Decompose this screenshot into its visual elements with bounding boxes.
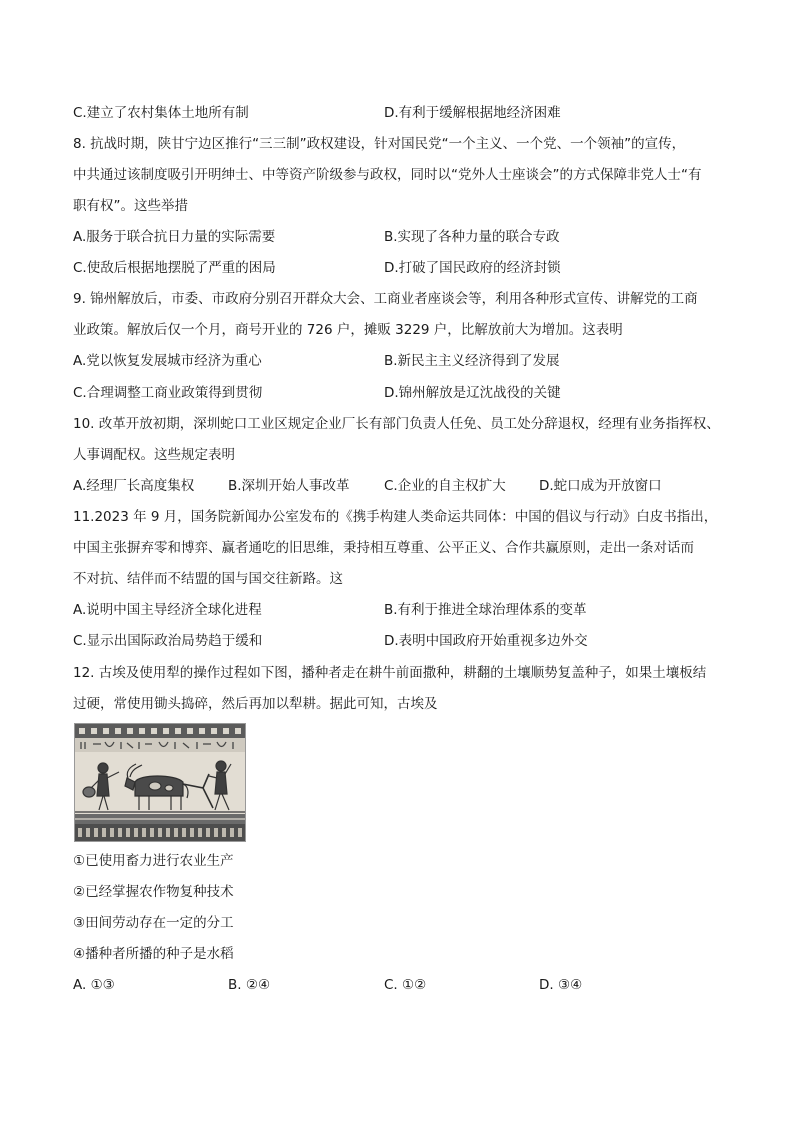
- q12-item-1: ①已使用畜力进行农业生产: [73, 853, 234, 869]
- q11-option-a: A.说明中国主导经济全球化进程: [73, 602, 262, 618]
- q12-option-a: A. ①③: [73, 977, 115, 993]
- q12-item-2: ②已经掌握农作物复种技术: [73, 884, 234, 900]
- q9-option-d: D.锦州解放是辽沈战役的关键: [384, 385, 561, 401]
- q9-option-c: C.合理调整工商业政策得到贯彻: [73, 385, 263, 401]
- q9-option-a: A.党以恢复发展城市经济为重心: [73, 353, 262, 369]
- q12-item-3: ③田间劳动存在一定的分工: [73, 915, 234, 931]
- q12-stem-line-2: 过硬，常使用锄头捣碎，然后再加以犁耕。据此可知，古埃及: [73, 696, 438, 712]
- q11-stem-line-2: 中国主张摒弃零和博弈、赢者通吃的旧思维，秉持相互尊重、公平正义、合作共赢原则，走出一条对话而: [73, 540, 694, 556]
- q9-option-b: B.新民主主义经济得到了发展: [384, 353, 560, 369]
- q10-option-c: C.企业的自主权扩大: [384, 478, 506, 494]
- q8-option-c: C.使敌后根据地摆脱了严重的困局: [73, 260, 276, 276]
- q9-stem-line-2: 业政策。解放后仅一个月，商号开业的 726 户，摊贩 3229 户，比解放前大为增加。这表明: [73, 322, 623, 338]
- top-border-band: [75, 724, 245, 738]
- q11-option-b: B.有利于推进全球治理体系的变革: [384, 602, 587, 618]
- q11-option-d: D.表明中国政府开始重视多边外交: [384, 633, 588, 649]
- plowing-scene-svg: [75, 724, 245, 841]
- q9-stem-line-1: 9. 锦州解放后，市委、市政府分别召开群众大会、工商业者座谈会等，利用各种形式宣传、讲解党的工商: [73, 291, 698, 307]
- q8-stem-line-1: 8. 抗战时期，陕甘宁边区推行“三三制”政权建设，针对国民党“一个主义、一个党、一个领袖”的宣传，: [73, 136, 686, 152]
- q8-stem-line-2: 中共通过该制度吸引开明绅士、中等资产阶级参与政权，同时以“党外人士座谈会”的方式保障非党人士“有: [73, 167, 702, 183]
- q12-option-c: C. ①②: [384, 977, 427, 993]
- q11-stem-line-1: 11.2023 年 9 月，国务院新闻办公室发布的《携手构建人类命运共同体：中国的倡议与行动》白皮书指出，: [73, 509, 718, 525]
- q7-option-c: C.建立了农村集体土地所有制: [73, 105, 249, 121]
- q10-option-d: D.蛇口成为开放窗口: [539, 478, 662, 494]
- q8-option-a: A.服务于联合抗日力量的实际需要: [73, 229, 276, 245]
- q11-option-c: C.显示出国际政治局势趋于缓和: [73, 633, 263, 649]
- q12-option-d: D. ③④: [539, 977, 583, 993]
- q8-option-b: B.实现了各种力量的联合专政: [384, 229, 560, 245]
- egyptian-plowing-illustration: [74, 723, 246, 842]
- q10-option-a: A.经理厂长高度集权: [73, 478, 195, 494]
- q12-stem-line-1: 12. 古埃及使用犁的操作过程如下图，播种者走在耕牛前面撒种，耕翻的土壤顺势复盖种子，如果土壤板结: [73, 665, 707, 681]
- q12-option-b: B. ②④: [228, 977, 271, 993]
- q7-option-d: D.有利于缓解根据地经济困难: [384, 105, 561, 121]
- q8-option-d: D.打破了国民政府的经济封锁: [384, 260, 561, 276]
- q10-stem-line-1: 10. 改革开放初期，深圳蛇口工业区规定企业厂长有部门负责人任免、员工处分辞退权，经理有业务指挥权、: [73, 416, 720, 432]
- q11-stem-line-3: 不对抗、结伴而不结盟的国与国交往新路。这: [73, 571, 343, 587]
- q12-item-4: ④播种者所播的种子是水稻: [73, 946, 234, 962]
- q10-stem-line-2: 人事调配权。这些规定表明: [73, 447, 235, 463]
- q8-stem-line-3: 职有权”。这些举措: [73, 198, 188, 214]
- q10-option-b: B.深圳开始人事改革: [228, 478, 350, 494]
